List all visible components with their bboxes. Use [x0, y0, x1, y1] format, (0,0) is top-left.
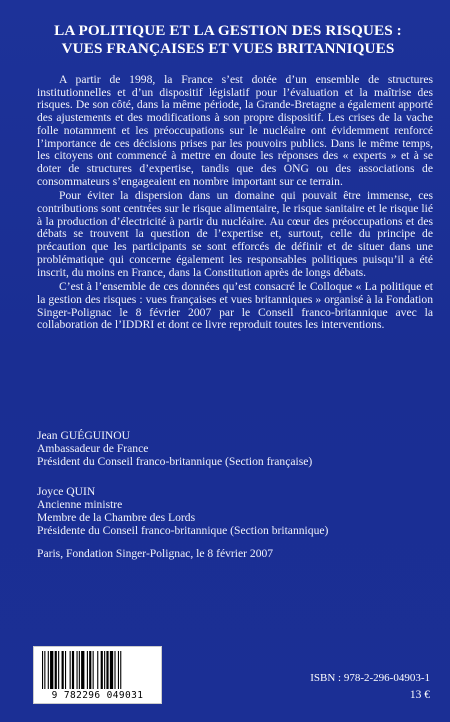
- barcode: [33, 646, 162, 704]
- signatory-role: Ancienne ministre: [37, 498, 123, 511]
- barcode-bar: [110, 651, 113, 689]
- signatory-role: Présidente du Conseil franco-britannique (Section britannique): [37, 524, 329, 537]
- barcode-bars: [40, 651, 155, 689]
- barcode-bar: [106, 651, 108, 689]
- barcode-bar: [120, 651, 121, 689]
- barcode-bar: [42, 651, 43, 689]
- signatory-role: Président du Conseil franco-britannique (Section française): [37, 455, 313, 468]
- title-line-2: VUES FRANÇAISES ET VUES BRITANNIQUES: [61, 40, 395, 57]
- barcode-bar: [58, 651, 59, 689]
- barcode-bar: [55, 651, 57, 689]
- paragraph: C’est à l’ensemble de ces données qu’est consacré le Colloque « La politique et la gestion des risques : vues françaises et vues britanniques » organisé à la Fondation Singer-Polignac le 8 février 2007 par le Conseil franco-britannique avec la collaboration de l’IDDRI et dont ce livre reproduit toutes les interventions.: [37, 280, 433, 332]
- barcode-bar: [97, 651, 98, 689]
- place-date: Paris, Fondation Singer-Polignac, le 8 février 2007: [37, 547, 274, 560]
- barcode-bar: [104, 651, 105, 689]
- barcode-bar: [81, 651, 84, 689]
- signatory-role: Ambassadeur de France: [37, 442, 149, 455]
- barcode-bar: [72, 651, 74, 689]
- barcode-bar: [65, 651, 66, 689]
- barcode-bar: [48, 651, 49, 689]
- signatory-1: [37, 429, 312, 468]
- isbn: ISBN : 978-2-296-04903-1: [310, 672, 430, 684]
- barcode-digits: 9 782296 049031: [51, 690, 144, 701]
- barcode-bar: [77, 651, 78, 689]
- barcode-bar: [101, 651, 103, 689]
- barcode-bar: [118, 651, 119, 689]
- barcode-bar: [87, 651, 88, 689]
- barcode-bar: [50, 651, 53, 689]
- barcode-bar: [70, 651, 71, 689]
- barcode-bar: [93, 651, 94, 689]
- barcode-bar: [62, 651, 64, 689]
- barcode-bar: [44, 651, 45, 689]
- barcode-bar: [89, 651, 91, 689]
- book-title: [20, 22, 436, 58]
- paragraph: Pour éviter la dispersion dans un domaine qui pouvait être immense, ces contributions sont centrées sur le risque alimentaire, le risque sanitaire et le risque lié à la production d’électricité à partir du nucléaire. Au cœur des préoccupations et des débats se trouvent la question de l’expertise et, surtout, celle du principe de précaution que les participants se sont efforcés de définir et de situer dans une problématique qui concerne également les responsables politiques puisqu’il a été inscrit, du moins en France, dans la Constitution après de longs débats.: [37, 189, 433, 279]
- title-line-1: LA POLITIQUE ET LA GESTION DES RISQUES :: [54, 22, 402, 39]
- barcode-bar: [114, 651, 115, 689]
- paragraph: A partir de 1998, la France s’est dotée d’un ensemble de structures institutionnelles et d’un dispositif législatif pour l’évaluation et la maîtrise des risques. De son côté, dans la même période, la Grande-Bretagne a également apporté des ajustements et des modifications à son propre dispositif. Les crises de la vache folle notamment et les préoccupations sur le nucléaire ont évidemment renforcé l’importance de ces décisions prises par les pouvoirs publics. Dans le même temps, les citoyens ont commencé à mettre en doute les réponses des « experts » et à se doter de structures d’expertise, tandis que des ONG ou des associations de consommateurs s’engageaient en nombre important sur ce terrain.: [37, 73, 433, 188]
- signatory-name: Joyce QUIN: [37, 485, 96, 498]
- blurb-text: [37, 74, 433, 334]
- signatory-name: Jean GUÉGUINOU: [37, 429, 131, 442]
- price: 13 €: [409, 689, 430, 701]
- barcode-bar: [79, 651, 80, 689]
- signatory-2: [37, 485, 328, 537]
- signatory-role: Membre de la Chambre des Lords: [37, 511, 196, 524]
